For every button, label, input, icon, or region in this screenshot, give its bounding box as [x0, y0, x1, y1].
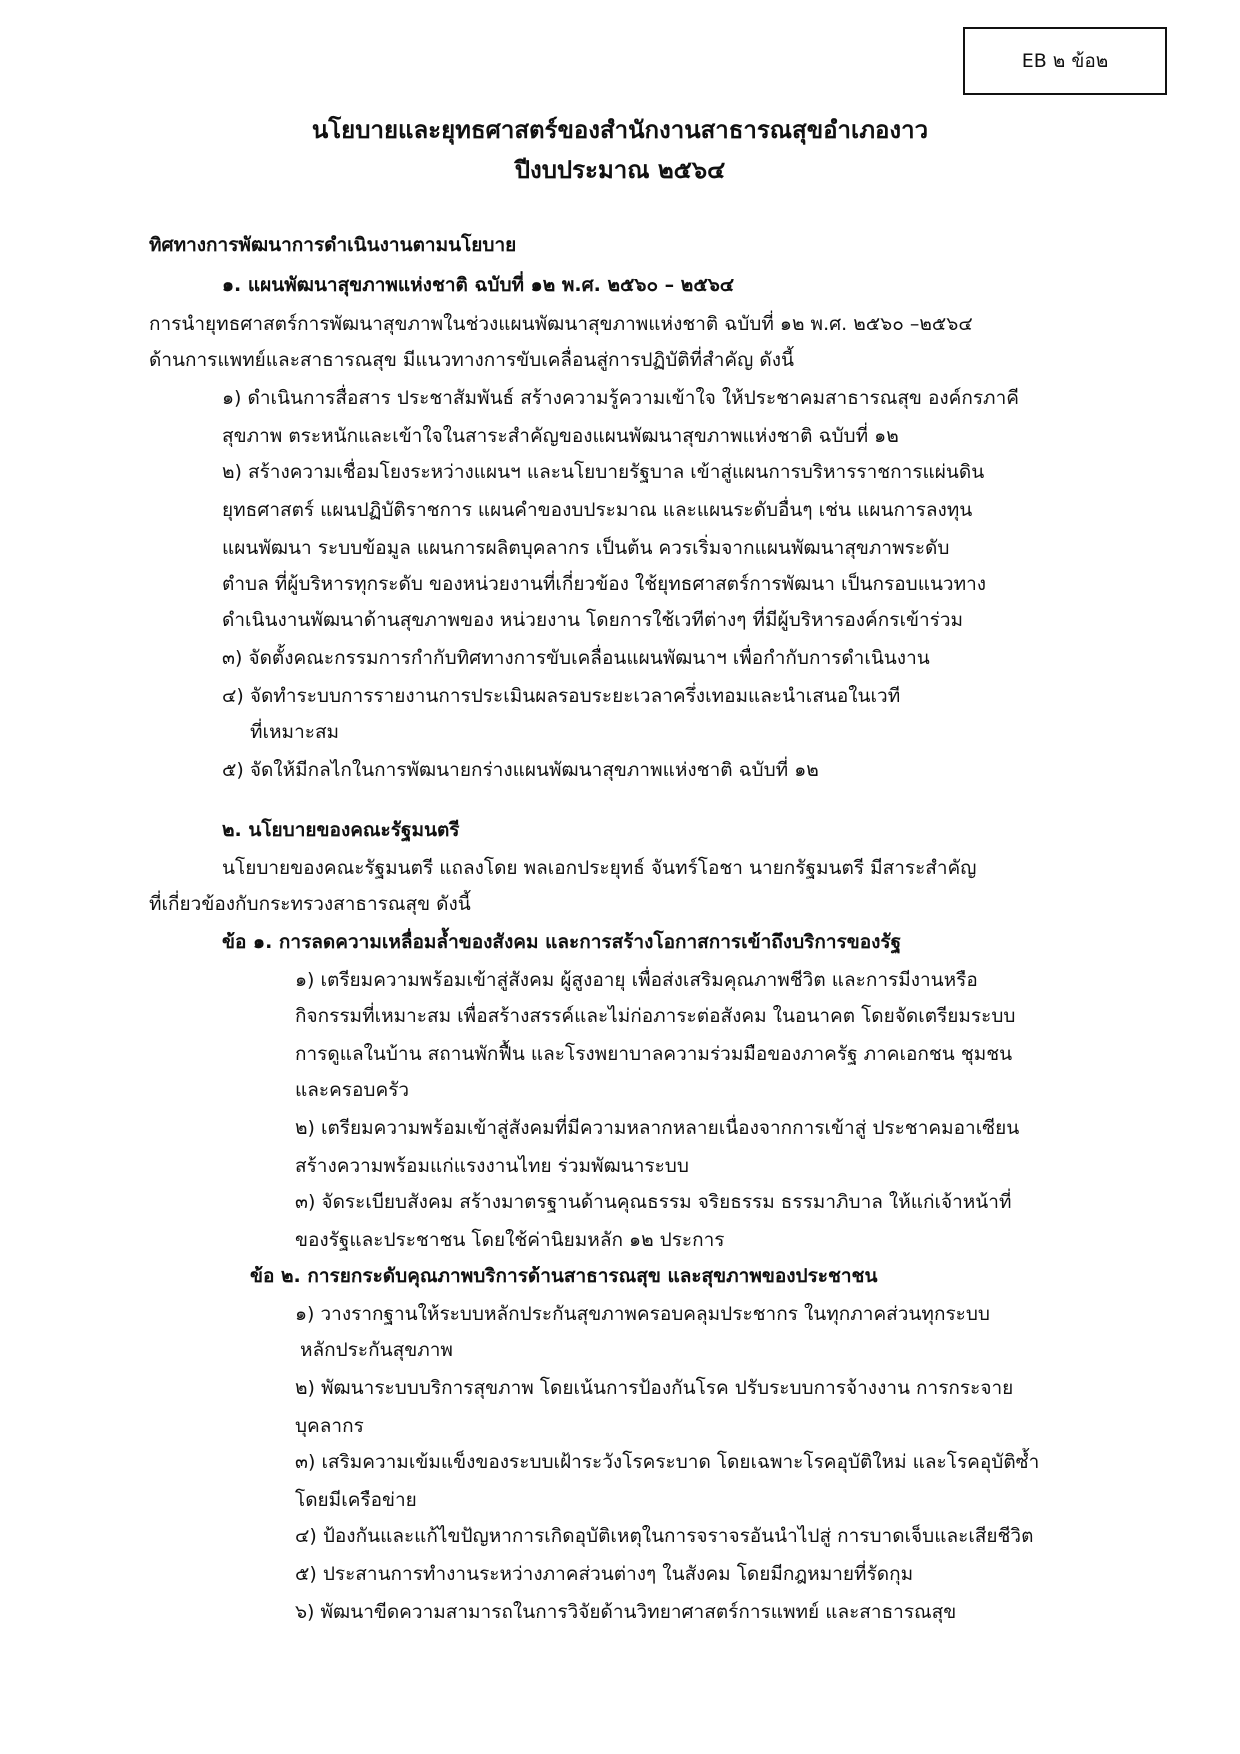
part1-item: ๕) จัดให้มีกลไกในการพัฒนายกร่างแผนพัฒนาสุขภาพแห่งชาติ ฉบับที่ ๑๒	[222, 759, 819, 781]
part1-item-cont: ตำบล ที่ผู้บริหารทุกระดับ ของหน่วยงานที่เกี่ยวข้อง ใช้ยุทธศาสตร์การพัฒนา เป็นกรอบแนวทาง	[222, 573, 987, 595]
clause2-heading: ข้อ ๒. การยกระดับคุณภาพบริการด้านสาธารณสุข และสุขภาพของประชาชน	[250, 1265, 878, 1287]
part1-intro-line: ด้านการแพทย์และสาธารณสุข มีแนวทางการขับเคลื่อนสู่การปฏิบัติที่สำคัญ ดังนี้	[149, 349, 794, 371]
part2-intro-line: ที่เกี่ยวข้องกับกระทรวงสาธารณสุข ดังนี้	[149, 893, 471, 915]
part1-item: ๑) ดำเนินการสื่อสาร ประชาสัมพันธ์ สร้างความรู้ความเข้าใจ ให้ประชาคมสาธารณสุข องค์กรภาคี	[222, 387, 1019, 409]
clause1-heading: ข้อ ๑. การลดความเหลื่อมล้ำของสังคม และการสร้างโอกาสการเข้าถึงบริการของรัฐ	[222, 931, 902, 953]
clause2-item: ๒) พัฒนาระบบบริการสุขภาพ โดยเน้นการป้องกันโรค ปรับระบบการจ้างงาน การกระจาย	[295, 1377, 1014, 1399]
document-title: นโยบายและยุทธศาสตร์ของสำนักงานสาธารณสุขอำเภองาว	[311, 116, 929, 144]
part1-intro-line: การนำยุทธศาสตร์การพัฒนาสุขภาพในช่วงแผนพัฒนาสุขภาพแห่งชาติ ฉบับที่ ๑๒ พ.ศ. ๒๕๖๐ –๒๕๖๔	[149, 313, 973, 335]
part1-item: ๔) จัดทำระบบการรายงานการประเมินผลรอบระยะเวลาครึ่งเทอมและนำเสนอในเวที	[222, 685, 901, 707]
clause2-item-cont: หลักประกันสุขภาพ	[300, 1339, 453, 1361]
document-subtitle: ปีงบประมาณ ๒๕๖๔	[514, 156, 726, 184]
part1-item: ๒) สร้างความเชื่อมโยงระหว่างแผนฯ และนโยบายรัฐบาล เข้าสู่แผนการบริหารราชการแผ่นดิน	[222, 461, 985, 483]
part1-item-cont: สุขภาพ ตระหนักและเข้าใจในสาระสำคัญของแผนพัฒนาสุขภาพแห่งชาติ ฉบับที่ ๑๒	[222, 425, 899, 447]
clause2-item: ๕) ประสานการทำงานระหว่างภาคส่วนต่างๆ ในสังคม โดยมีกฎหมายที่รัดกุม	[295, 1563, 914, 1585]
clause2-item-cont: โดยมีเครือข่าย	[295, 1489, 417, 1511]
clause1-item: ๒) เตรียมความพร้อมเข้าสู่สังคมที่มีความหลากหลายเนื่องจากการเข้าสู่ ประชาคมอาเซียน	[295, 1117, 1020, 1139]
document-tag: EB ๒ ข้อ๒	[963, 27, 1167, 95]
part1-item-cont: ดำเนินงานพัฒนาด้านสุขภาพของ หน่วยงาน โดยการใช้เวทีต่างๆ ที่มีผู้บริหารองค์กรเข้าร่วม	[222, 609, 964, 631]
part2-heading: ๒. นโยบายของคณะรัฐมนตรี	[222, 819, 460, 841]
clause1-item-cont: การดูแลในบ้าน สถานพักฟื้น และโรงพยาบาลความร่วมมือของภาครัฐ ภาคเอกชน ชุมชน	[295, 1043, 1013, 1065]
clause2-item: ๓) เสริมความเข้มแข็งของระบบเฝ้าระวังโรคระบาด โดยเฉพาะโรคอุบัติใหม่ และโรคอุบัติซ้ำ	[295, 1451, 1040, 1473]
clause1-item-cont: กิจกรรมที่เหมาะสม เพื่อสร้างสรรค์และไม่ก่อภาระต่อสังคม ในอนาคต โดยจัดเตรียมระบบ	[295, 1005, 1016, 1027]
clause1-item: ๓) จัดระเบียบสังคม สร้างมาตรฐานด้านคุณธรรม จริยธรรม ธรรมาภิบาล ให้แก่เจ้าหน้าที่	[295, 1191, 1012, 1213]
clause1-item-cont: สร้างความพร้อมแก่แรงงานไทย ร่วมพัฒนาระบบ	[295, 1155, 689, 1177]
part2-intro-line: นโยบายของคณะรัฐมนตรี แถลงโดย พลเอกประยุทธ์ จันทร์โอชา นายกรัฐมนตรี มีสาระสำคัญ	[222, 857, 977, 879]
part1-item: ๓) จัดตั้งคณะกรรมการกำกับทิศทางการขับเคลื่อนแผนพัฒนาฯ เพื่อกำกับการดำเนินงาน	[222, 647, 930, 669]
section-heading: ทิศทางการพัฒนาการดำเนินงานตามนโยบาย	[149, 234, 517, 256]
part1-item-cont: ที่เหมาะสม	[250, 721, 340, 743]
clause1-item-cont: ของรัฐและประชาชน โดยใช้ค่านิยมหลัก ๑๒ ประการ	[295, 1229, 725, 1251]
clause2-item: ๖) พัฒนาขีดความสามารถในการวิจัยด้านวิทยาศาสตร์การแพทย์ และสาธารณสุข	[295, 1601, 957, 1623]
part1-item-cont: ยุทธศาสตร์ แผนปฏิบัติราชการ แผนคำของบประมาณ และแผนระดับอื่นๆ เช่น แผนการลงทุน	[222, 499, 973, 521]
part1-item-cont: แผนพัฒนา ระบบข้อมูล แผนการผลิตบุคลากร เป็นต้น ควรเริ่มจากแผนพัฒนาสุขภาพระดับ	[222, 537, 950, 559]
clause2-item-cont: บุคลากร	[295, 1415, 364, 1437]
clause2-item: ๔) ป้องกันและแก้ไขปัญหาการเกิดอุบัติเหตุในการจราจรอันนำไปสู่ การบาดเจ็บและเสียชีวิต	[295, 1525, 1034, 1547]
part1-heading: ๑. แผนพัฒนาสุขภาพแห่งชาติ ฉบับที่ ๑๒ พ.ศ. ๒๕๖๐ – ๒๕๖๔	[222, 274, 735, 296]
clause2-item: ๑) วางรากฐานให้ระบบหลักประกันสุขภาพครอบคลุมประชากร ในทุกภาคส่วนทุกระบบ	[295, 1303, 990, 1325]
clause1-item: ๑) เตรียมความพร้อมเข้าสู่สังคม ผู้สูงอายุ เพื่อส่งเสริมคุณภาพชีวิต และการมีงานหรือ	[295, 969, 978, 991]
clause1-item-cont: และครอบครัว	[295, 1079, 410, 1101]
